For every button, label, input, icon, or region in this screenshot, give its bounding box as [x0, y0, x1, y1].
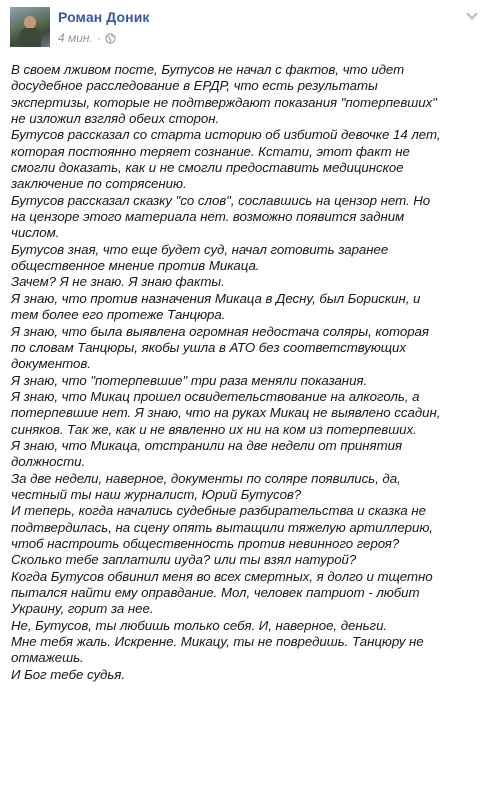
- post-text-line: экспертизы, которые не подтверждают показания "потерпевших": [11, 94, 437, 110]
- post-text-line: Я знаю, что против назначения Микаца в Десну, был Борискин, и: [11, 290, 421, 306]
- post-text-line: должности.: [11, 454, 86, 470]
- post-text-line: За две недели, наверное, документы по соляре появились, да,: [11, 470, 401, 486]
- post-text-line: синяков. Так же, как и не вявленно их ни на ком из потерпевших.: [11, 421, 417, 437]
- post-text-line: честный ты наш журналист, Юрий Бутусов?: [11, 486, 302, 502]
- post-text-line: смогли доказать, как и не смогли предоставить медицинское: [11, 160, 404, 176]
- post-text-line: Когда Бутусов обвинил меня во всех смертных, я долго и тщетно: [11, 568, 433, 584]
- post-text-line: документов.: [11, 356, 91, 372]
- post-text-line: тем более его протеже Танцюра.: [11, 307, 226, 323]
- post-text-line: числом.: [11, 225, 60, 241]
- post-header: [0, 0, 489, 58]
- post-text-line: отмажешь.: [11, 650, 84, 666]
- avatar[interactable]: [10, 7, 50, 47]
- author-name[interactable]: Роман Доник: [58, 9, 150, 25]
- post-text-line: которая постоянно теряет сознание. Кстати, этот факт не: [11, 143, 410, 159]
- avatar-body: [19, 28, 41, 47]
- post-text-line: досудебное расследование в ЕРДР, что есть результаты: [11, 78, 378, 94]
- post-text-line: на цензоре этого материала нет. возможно появится задним: [11, 209, 405, 225]
- post-text-line: Зачем? Я не знаю. Я знаю факты.: [11, 274, 225, 290]
- post-text: [11, 62, 483, 683]
- post-text-line: Я знаю, что была выявлена огромная недостача соляры, которая: [11, 323, 429, 339]
- post-text-line: подтвердилась, на сцену опять вытащили тяжелую артиллерию,: [11, 519, 433, 535]
- post-text-line: не изложил взгляд обеих сторон.: [11, 111, 220, 127]
- post-text-line: Не, Бутусов, ты любишь только себя. И, наверное, деньги.: [11, 617, 388, 633]
- post-text-line: чтоб настроить общественность против невинного героя?: [11, 535, 400, 551]
- post-text-line: Мне тебя жаль. Искренне. Микацу, ты не повредишь. Танцюру не: [11, 634, 424, 650]
- post-text-line: Бутусов зная, что еще будет суд, начал готовить заранее: [11, 241, 389, 257]
- post-text-line: потерпевшие нет. Я знаю, что на руках Микац не выявлено ссадин,: [11, 405, 441, 421]
- post-text-line: Я знаю, что "потерпевшие" три раза меняли показания.: [11, 372, 368, 388]
- post-text-line: И теперь, когда начались судебные разбирательства и сказка не: [11, 503, 426, 519]
- post-meta: [58, 31, 116, 45]
- globe-icon[interactable]: [105, 33, 116, 44]
- post-text-line: И Бог тебе судья.: [11, 666, 125, 682]
- post-text-line: Бутусов рассказал сказку "со слов", сославшись на цензор нет. Но: [11, 192, 431, 208]
- post-text-line: Украину, горит за нее.: [11, 601, 154, 617]
- post-text-line: Я знаю, что Микаца, отстранили на две недели от принятия: [11, 437, 403, 453]
- post-text-line: заключение по сотрясению.: [11, 176, 187, 192]
- chevron-down-icon[interactable]: [465, 10, 479, 22]
- meta-separator: ·: [96, 31, 101, 45]
- post-text-line: Бутусов рассказал со старта историю об избитой девочке 14 лет,: [11, 127, 441, 143]
- post-text-line: по словам Танцюры, якобы ушла в АТО без соответствующих: [11, 339, 406, 355]
- post-text-line: пытался найти ему оправдание. Мол, человек патриот - любит: [11, 585, 420, 600]
- post-text-line: общественное мнение против Микаца.: [11, 258, 260, 274]
- post-text-line: Я знаю, что Микац прошел освидетельствование на алкоголь, а: [11, 388, 420, 404]
- post-text-line: Сколько тебе заплатили иуда? или ты взял натурой?: [11, 552, 357, 568]
- post-text-line: В своем лживом посте, Бутусов не начал с фактов, что идет: [11, 62, 405, 77]
- post-timestamp[interactable]: 4 мин.: [58, 31, 93, 45]
